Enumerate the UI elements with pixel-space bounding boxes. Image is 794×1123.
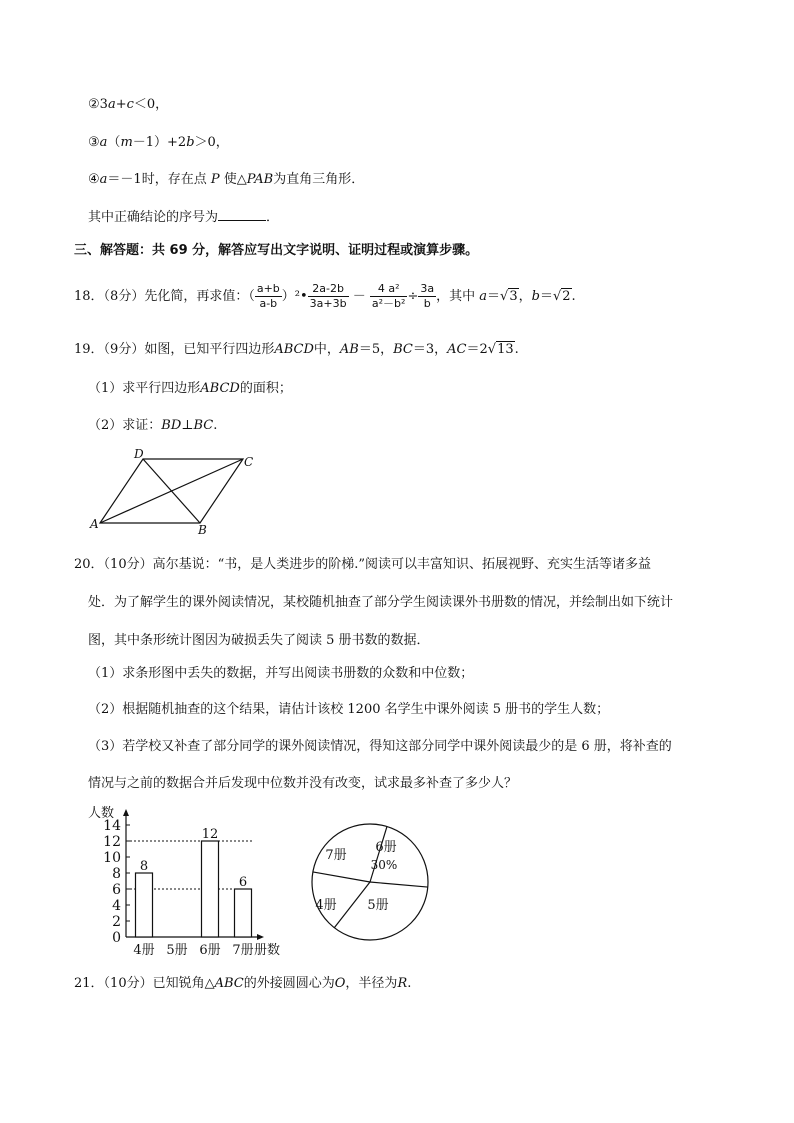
y-tick-label: 14 [103,818,121,834]
y-tick-label: 8 [112,866,121,882]
pie-slice-label: 6册 [375,840,397,855]
q20-stem-line-2: 处．为了解学生的课外阅读情况，某校随机抽查了部分学生阅读课外书册数的情况，并绘制出如下统计 [88,595,674,610]
y-tick-label: 6 [112,882,121,898]
q17-item-4: ④a＝－1时，存在点 P 使△PAB为直角三角形． [88,172,365,187]
x-tick-label: 7册 [232,943,254,958]
vertex-b-label: B [198,523,207,537]
bar-4 [235,889,252,937]
y-tick-label: 0 [112,930,121,946]
pie-slice-label: 7册 [325,848,347,863]
y-tick-label: 12 [103,834,121,850]
pie-chart [306,818,434,946]
pie-slice-label: 5册 [367,898,389,913]
bar-value-label: 8 [139,859,149,874]
y-tick-label: 2 [112,914,121,930]
x-tick-label: 6册 [199,943,221,958]
y-tick-label: 10 [103,850,121,866]
bar-chart [84,803,304,961]
q21-stem: 21．（10分）已知锐角△ABC的外接圆圆心为O，半径为R. [74,976,412,991]
q18-fraction-1: $\frac{a+b}{a-b}$ [256,282,280,310]
section-3-title: 三、解答题：共 69 分，解答应写出文字说明、证明过程或演算步骤。 [74,243,479,258]
pie-slice-percent: 30% [370,858,398,872]
q19-part-1: （1）求平行四边形ABCD的面积； [88,381,292,396]
pie-slice-label: 4册 [315,898,337,913]
y-tick-label: 4 [112,898,121,914]
q20-stem-line-3: 图，其中条形统计图因为破损丢失了阅读 5 册书数的数据． [88,633,430,648]
vertex-c-label: C [244,455,254,469]
q17-conclusion: 其中正确结论的序号为 ． [88,210,280,225]
q17-item-2: ②3a+c＜0， [88,97,169,112]
diagonal-bd [143,459,200,523]
q20-part-1: （1）求条形图中丢失的数据，并写出阅读书册数的众数和中位数； [88,666,474,681]
vertex-d-label: D [134,447,144,461]
parallelogram-figure [88,446,268,538]
x-axis-title: 册数 [254,943,281,958]
x-tick-label: 5册 [166,943,188,958]
q20-part-2: （2）根据随机抽查的这个结果，请估计该校 1200 名学生中课外阅读 5 册书的学生人数； [88,702,610,717]
q18-fraction-2: $\frac{2a-2b}{3a+3b}$ [309,282,347,310]
bar-3 [202,841,219,937]
bar-chart-marks [88,805,280,958]
bar-value-label: 6 [238,875,248,890]
q20-stem-line-1: 20．（10分）高尔基说：“书，是人类进步的阶梯.”阅读可以丰富知识、拓展视野、充实生活等诸多益 [74,557,652,572]
pie-chart-marks [312,824,428,940]
x-tick-label: 4册 [133,943,155,958]
q20-part-3-line-2: 情况与之前的数据合并后发现中位数并没有改变，试求最多补查了多少人？ [88,776,518,791]
q18-fraction-3: $\frac{\text{4 a²}}{\text{a²－b²}}$ [371,282,406,310]
bar-1 [136,873,153,937]
q20-part-3-line-1: （3）若学校又补查了部分同学的课外阅读情况，得知这部分同学中课外阅读最少的是 6 册，将补查的 [88,739,672,754]
x-axis-arrow [257,934,264,940]
y-axis-arrow [123,809,129,816]
answer-blank [218,208,266,221]
q19-part-2: （2）求证：BD⊥BC. [88,418,218,433]
y-axis-title: 人数 [88,806,115,821]
q17-item-3: ③a（m－1）+2b＞0， [88,135,229,150]
vertex-a-label: A [90,517,99,531]
q19-stem: 19．（9分）如图，已知平行四边形ABCD中，AB＝5，BC＝3，AC＝2√13. [74,342,519,357]
bar-value-label: 12 [201,827,219,842]
q18: 18．（8分）先化简，再求值：（ $\frac{a+b}{a-b}$ ）²• $\frac{2a-2b}{3a+3b}$ － $\frac{\text{4 a²}}{\text{a²－b²}}$ ÷ $\frac{3a}{b}$ ，其中 a＝√3，b＝√2. [74,282,576,310]
q18-fraction-4: $\frac{3a}{b}$ [420,282,435,310]
